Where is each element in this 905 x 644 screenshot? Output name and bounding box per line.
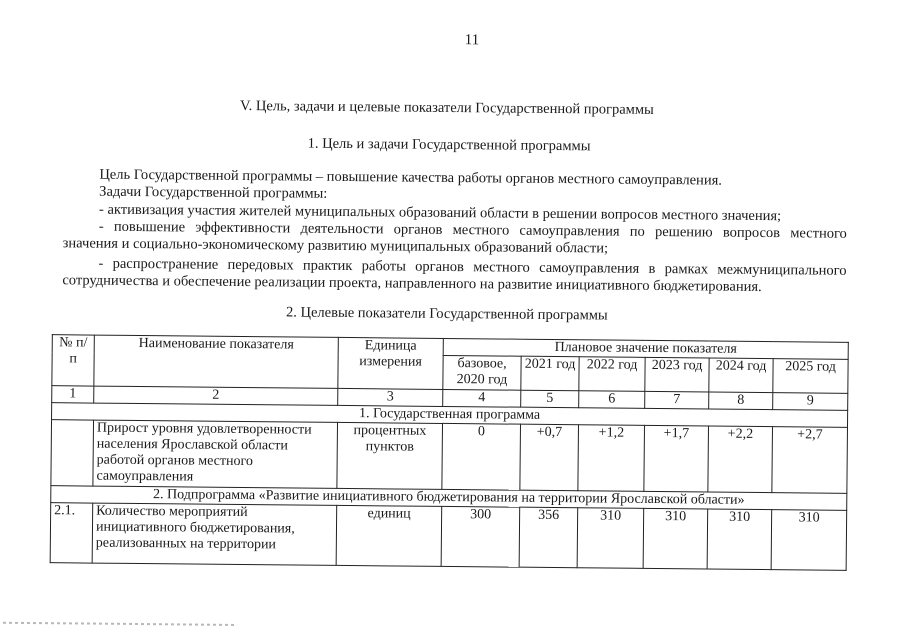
header-indicator-name: Наименование показателя [94,335,338,388]
indicator-unit: процентных пунктов [337,422,443,489]
header-year-2024: 2024 год [709,358,773,393]
task-item-3-line1: - распространение передовых практик работы органов местного самоуправления в рамках межмуниципального [98,255,847,279]
table-row [51,420,848,494]
subsection-goal-title: 1. Цель и задачи Государственной программы [307,135,591,155]
header-year-base: базовое, 2020 год [443,355,521,390]
column-number: 1 [52,386,94,403]
task-item-2-line2: значения и социально-экономическому развитию муниципальных образований области; [62,235,609,257]
section-row-subprogram: 2. Подпрограмма «Развитие инициативного бюджетирования на территории Ярославской области» [51,486,847,511]
value-2021: +0,7 [520,424,579,491]
value-2024: 310 [707,509,772,570]
section-title: V. Цель, задачи и целевые показатели Государственной программы [239,97,654,118]
value-2023: 310 [643,508,708,569]
value-2022: +1,2 [578,425,645,492]
value-2022: 310 [577,508,644,569]
header-year-2025: 2025 год [773,359,848,394]
column-number: 7 [645,391,709,409]
tasks-label: Задачи Государственной программы: [99,183,328,202]
task-item-3-line2: сотрудничества и обеспечение реализации проекта, направленного на развитие инициативного бюджетирования. [62,272,762,295]
header-year-2021: 2021 год [521,356,579,391]
column-number: 9 [773,393,848,411]
task-item-1: - активизация участия жителей муниципальных образований области в решении вопросов местного значения; [98,201,782,225]
indicators-table [50,334,849,571]
header-unit: Единица измерения [338,337,443,389]
column-number: 2 [94,386,338,405]
header-planned-value: Плановое значение показателя [443,338,848,359]
task-item-2-line1: - повышение эффективности деятельности органов местного самоуправления по решению вопросов местного [98,218,847,242]
value-2025: 310 [771,510,847,571]
page-number: 11 [464,32,480,49]
value-2025: +2,7 [772,427,848,494]
column-number: 4 [443,389,521,407]
row-number: 2.1. [50,503,93,563]
scan-artifact-line [0,622,237,626]
goal-text: Цель Государственной программы – повышение качества работы органов местного самоуправления. [99,166,722,189]
section-row-state-program: 1. Государственная программа [52,403,848,428]
value-2023: +1,7 [644,425,709,492]
indicator-name: Количество мероприятий инициативного бюджетирования, реализованных на территории [92,503,337,565]
header-year-2022: 2022 год [579,357,645,392]
value-2024: +2,2 [708,426,773,493]
value-2021: 356 [519,507,578,568]
indicator-name: Прирост уровня удовлетворенности населения Ярославской области работой органов местного самоуправления [93,420,338,488]
header-year-2023: 2023 год [645,357,709,392]
value-base: 0 [442,423,521,490]
value-base: 300 [441,506,520,567]
column-number: 8 [709,392,773,410]
subsection-indicators-title: 2. Целевые показатели Государственной программы [285,304,608,324]
column-number: 5 [521,390,579,408]
table-row [50,503,847,571]
row-number [51,420,94,486]
column-number: 3 [338,388,443,406]
indicator-unit: единиц [336,505,442,566]
header-number: № п/п [52,335,94,386]
column-number: 6 [579,391,645,409]
